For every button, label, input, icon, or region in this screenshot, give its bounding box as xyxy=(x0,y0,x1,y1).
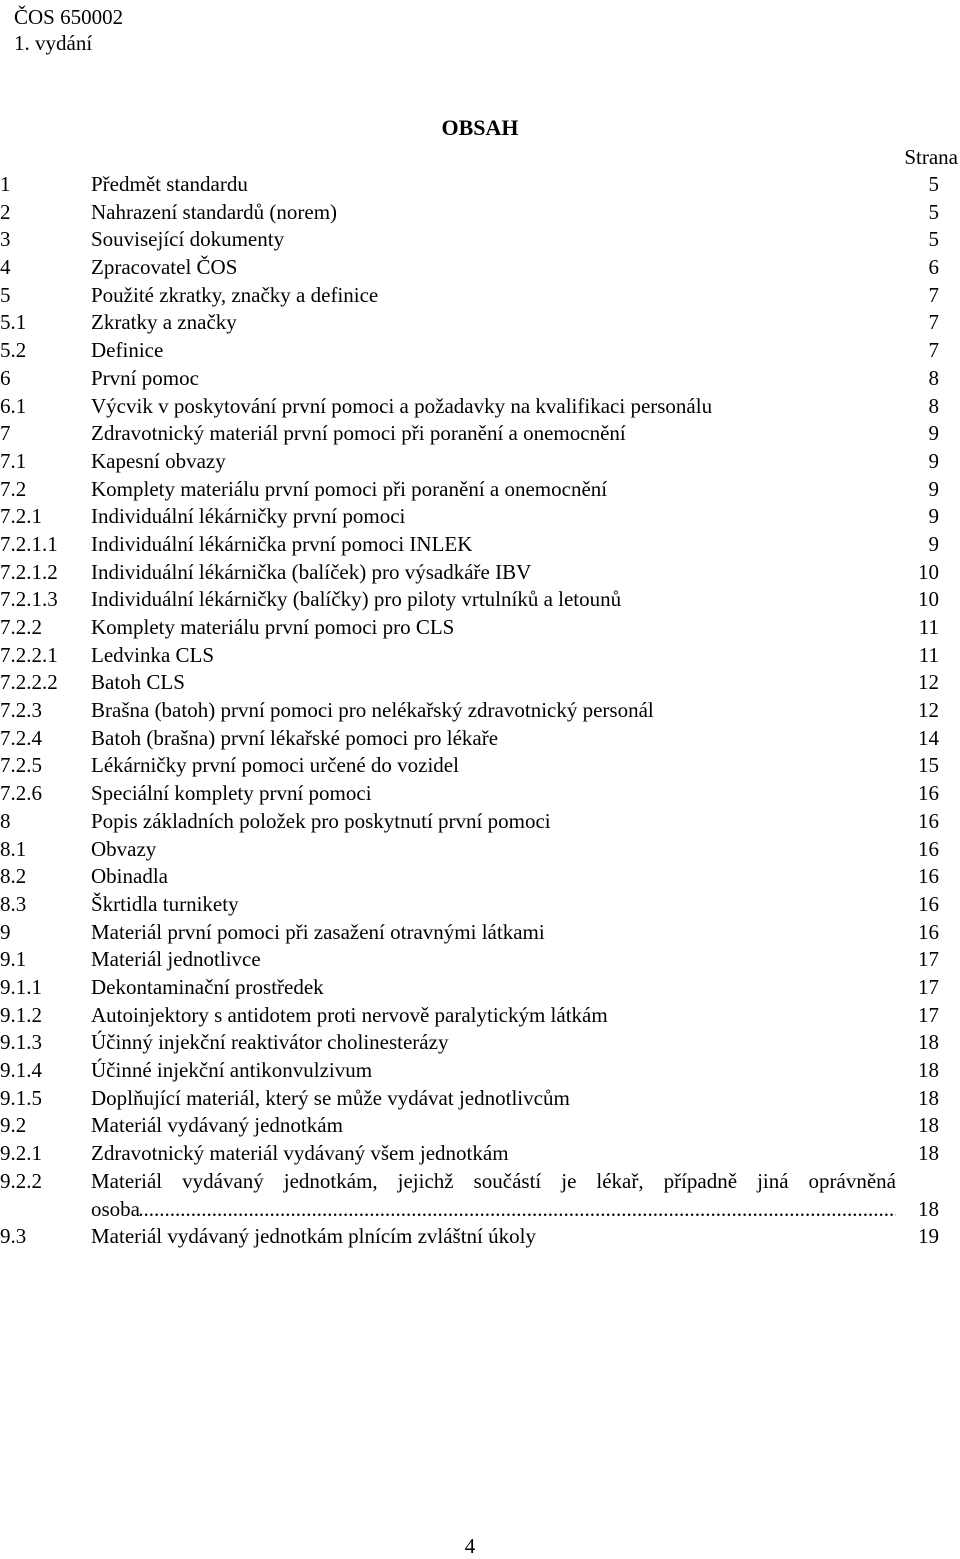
toc-entry-title xyxy=(91,364,896,392)
toc-entry-title-text: Ledvinka CLS xyxy=(91,642,215,667)
toc-entry-number: 7.1 xyxy=(0,448,27,473)
toc-entry-page: 18 xyxy=(918,1196,939,1221)
toc-entry[interactable] xyxy=(0,447,960,475)
toc-entry[interactable] xyxy=(0,641,960,669)
toc-entry-page: 7 xyxy=(928,338,939,363)
toc-entry-number: 7.2.2.2 xyxy=(0,670,58,695)
toc-entry-number: 9.2.1 xyxy=(0,1141,42,1166)
toc-entry-title xyxy=(91,170,896,198)
toc-entry-number: 5 xyxy=(0,282,11,307)
toc-entry-title-text: Nahrazení standardů (norem) xyxy=(91,199,338,224)
toc-entry-title xyxy=(91,558,896,586)
toc-entry-page: 16 xyxy=(918,864,939,889)
toc-entry[interactable] xyxy=(0,392,960,420)
toc-entry[interactable] xyxy=(0,585,960,613)
toc-entry-title xyxy=(91,918,896,946)
toc-entry-title xyxy=(91,1001,896,1029)
toc-entry-number: 9.1.5 xyxy=(0,1085,42,1110)
toc-entry-number: 9.1.3 xyxy=(0,1030,42,1055)
toc-entry-number: 8.3 xyxy=(0,891,27,916)
toc-entry-number: 5.2 xyxy=(0,338,27,363)
toc-entry-number: 7.2.6 xyxy=(0,781,42,806)
toc-entry-number: 7.2.3 xyxy=(0,698,42,723)
toc-entry-page: 18 xyxy=(918,1030,939,1055)
toc-entry-page: 17 xyxy=(918,974,939,999)
toc-entry[interactable] xyxy=(0,558,960,586)
toc-entry-title xyxy=(91,1111,896,1139)
toc-entry-title-text: osoba xyxy=(91,1196,140,1221)
toc-entry-number: 9.3 xyxy=(0,1224,27,1249)
toc-entry-title-text: Materiál jednotlivce xyxy=(91,947,261,972)
toc-page-column-label: Strana xyxy=(904,145,958,169)
toc-entry-number: 7.2.2 xyxy=(0,615,42,639)
toc-entry-number: 9.2.2 xyxy=(0,1168,42,1193)
toc-entry-title xyxy=(91,696,896,724)
toc-entry[interactable] xyxy=(0,835,960,863)
table-of-contents xyxy=(0,170,960,1250)
toc-entry[interactable] xyxy=(0,1056,960,1084)
toc-entry-number: 4 xyxy=(0,255,11,280)
toc-entry-page: 16 xyxy=(918,836,939,861)
toc-entry-title-text: Účinné injekční antikonvulzivum xyxy=(91,1058,373,1082)
toc-entry-title-text: Individuální lékárničky první pomoci xyxy=(91,504,406,529)
toc-entry-page: 9 xyxy=(928,476,939,501)
toc-entry-title-text: Individuální lékárničky (balíčky) pro piloty vrtulníků a letounů xyxy=(91,587,622,612)
toc-entry-title-text: Popis základních položek pro poskytnutí první pomoci xyxy=(91,808,551,833)
toc-entry[interactable] xyxy=(0,668,960,696)
toc-entry-title xyxy=(91,1084,896,1112)
toc-entry[interactable] xyxy=(0,1001,960,1029)
toc-entry-page: 18 xyxy=(918,1058,939,1082)
toc-entry[interactable] xyxy=(0,225,960,253)
toc-entry[interactable] xyxy=(0,336,960,364)
toc-entry-title xyxy=(91,724,896,752)
toc-entry-title xyxy=(91,1167,896,1223)
toc-entry-number: 7.2.2.1 xyxy=(0,642,58,667)
toc-entry-title xyxy=(91,945,896,973)
toc-heading: OBSAH xyxy=(441,115,519,140)
toc-entry[interactable] xyxy=(0,890,960,918)
toc-entry[interactable] xyxy=(0,419,960,447)
toc-entry-title-text: Obinadla xyxy=(91,864,168,889)
toc-entry[interactable] xyxy=(0,696,960,724)
toc-entry-title xyxy=(91,751,896,779)
toc-entry-number: 8 xyxy=(0,808,11,833)
toc-entry-title xyxy=(91,862,896,890)
toc-entry[interactable] xyxy=(0,862,960,890)
toc-entry-page: 19 xyxy=(918,1224,939,1249)
toc-entry-title xyxy=(91,225,896,253)
toc-entry-page: 12 xyxy=(918,698,939,723)
toc-entry-number: 7.2 xyxy=(0,476,27,501)
toc-entry-title-text: Materiál vydávaný jednotkám xyxy=(91,1113,343,1138)
toc-entry[interactable] xyxy=(0,198,960,226)
toc-entry-page: 10 xyxy=(918,587,939,612)
toc-entry-page: 17 xyxy=(918,1002,939,1027)
toc-entry-title-line xyxy=(91,1195,896,1223)
toc-entry-page: 7 xyxy=(928,282,939,307)
toc-entry-title-text: Obvazy xyxy=(91,836,157,861)
toc-entry[interactable] xyxy=(0,502,960,530)
toc-entry-number: 7.2.4 xyxy=(0,725,42,750)
toc-entry-page: 9 xyxy=(928,531,939,556)
toc-entry-number: 6 xyxy=(0,365,11,390)
toc-entry-title xyxy=(91,281,896,309)
toc-entry-title xyxy=(91,447,896,475)
toc-entry-title xyxy=(91,475,896,503)
toc-entry[interactable] xyxy=(0,364,960,392)
toc-entry-page: 8 xyxy=(928,365,939,390)
toc-entry-title xyxy=(91,336,896,364)
toc-entry-title-text: Batoh (brašna) první lékařské pomoci pro lékaře xyxy=(91,725,499,750)
toc-entry[interactable] xyxy=(0,308,960,336)
toc-entry-title-text: Speciální komplety první pomoci xyxy=(91,781,372,806)
toc-entry[interactable] xyxy=(0,281,960,309)
toc-entry[interactable] xyxy=(0,945,960,973)
toc-entry-page: 5 xyxy=(928,172,939,196)
toc-entry-title-text: Batoh CLS xyxy=(91,670,185,695)
toc-entry-number: 9.1 xyxy=(0,947,27,972)
toc-entry-title-text: Materiál vydávaný jednotkám plnícím zvláštní úkoly xyxy=(91,1224,536,1249)
toc-entry-number: 6.1 xyxy=(0,393,27,418)
toc-entry[interactable] xyxy=(0,613,960,641)
toc-entry-number: 7 xyxy=(0,421,11,446)
toc-entry-title-line: Materiál vydávaný jednotkám, jejichž součástí je lékař, případně jiná oprávněná xyxy=(91,1168,896,1193)
toc-entry-title xyxy=(91,973,896,1001)
toc-entry-title xyxy=(91,530,896,558)
toc-entry[interactable] xyxy=(0,1222,960,1250)
toc-entry-title-text: Doplňující materiál, který se může vydávat jednotlivcům xyxy=(91,1085,570,1110)
toc-entry-title xyxy=(91,198,896,226)
toc-entry-number: 9 xyxy=(0,919,11,944)
toc-entry-page: 9 xyxy=(928,448,939,473)
toc-entry-title-text: Kapesní obvazy xyxy=(91,448,226,473)
toc-entry-title xyxy=(91,1222,896,1250)
toc-entry[interactable] xyxy=(0,170,960,198)
toc-entry-title xyxy=(91,419,896,447)
toc-entry-page: 9 xyxy=(928,421,939,446)
toc-entry[interactable] xyxy=(0,751,960,779)
page-number: 4 xyxy=(464,1534,476,1558)
toc-entry-page: 18 xyxy=(918,1085,939,1110)
toc-entry[interactable] xyxy=(0,918,960,946)
toc-entry-title-text: Dekontaminační prostředek xyxy=(91,974,324,999)
toc-entry[interactable] xyxy=(0,1028,960,1056)
toc-entry-title xyxy=(91,308,896,336)
toc-entry-title-text: Komplety materiálu první pomoci pro CLS xyxy=(91,615,455,639)
toc-entry-number: 7.2.5 xyxy=(0,753,42,778)
toc-entry-number: 2 xyxy=(0,199,11,224)
toc-entry-number: 7.2.1.2 xyxy=(0,559,58,584)
toc-entry-title xyxy=(91,641,896,669)
toc-entry[interactable] xyxy=(0,807,960,835)
toc-entry-title-text: Definice xyxy=(91,338,164,363)
toc-entry-page: 11 xyxy=(918,615,939,639)
toc-entry-number: 5.1 xyxy=(0,310,27,335)
toc-entry-title-text: První pomoc xyxy=(91,365,199,390)
toc-entry-page: 12 xyxy=(918,670,939,695)
toc-entry-title-text: Použité zkratky, značky a definice xyxy=(91,282,379,307)
toc-entry-number: 9.1.4 xyxy=(0,1058,42,1082)
toc-entry[interactable] xyxy=(0,1139,960,1167)
toc-entry[interactable] xyxy=(0,530,960,558)
toc-entry-number: 9.1.2 xyxy=(0,1002,42,1027)
toc-entry-page: 5 xyxy=(928,199,939,224)
toc-entry-page: 18 xyxy=(918,1113,939,1138)
toc-entry-title xyxy=(91,1139,896,1167)
toc-entry[interactable] xyxy=(0,973,960,1001)
toc-entry-number: 7.2.1 xyxy=(0,504,42,529)
document-code: ČOS 650002 xyxy=(14,5,124,29)
toc-entry-number: 9.2 xyxy=(0,1113,27,1138)
toc-entry-number: 9.1.1 xyxy=(0,974,42,999)
toc-entry-number: 7.2.1.3 xyxy=(0,587,58,612)
document-edition: 1. vydání xyxy=(14,31,93,55)
toc-entry-page: 11 xyxy=(918,642,939,667)
toc-entry-title xyxy=(91,890,896,918)
toc-entry-title-text: Výcvik v poskytování první pomoci a požadavky na kvalifikaci personálu xyxy=(91,393,713,418)
toc-entry-page: 8 xyxy=(928,393,939,418)
toc-entry-number: 7.2.1.1 xyxy=(0,531,58,556)
toc-entry[interactable] xyxy=(0,1167,960,1222)
toc-entry-title xyxy=(91,1056,896,1084)
toc-entry[interactable] xyxy=(0,1084,960,1112)
toc-entry-title xyxy=(91,502,896,530)
toc-entry-title-text: Brašna (batoh) první pomoci pro nelékařský zdravotnický personál xyxy=(91,698,654,723)
toc-entry-page: 6 xyxy=(928,255,939,280)
toc-entry-title xyxy=(91,613,896,641)
toc-entry-page: 15 xyxy=(918,753,939,778)
toc-entry-page: 16 xyxy=(918,808,939,833)
toc-entry-page: 18 xyxy=(918,1141,939,1166)
toc-entry-number: 1 xyxy=(0,172,11,196)
toc-entry-title-text: Lékárničky první pomoci určené do vozidel xyxy=(91,753,459,778)
toc-entry-title xyxy=(91,668,896,696)
toc-entry-number: 8.1 xyxy=(0,836,27,861)
toc-entry-title-text: Předmět standardu xyxy=(91,172,248,196)
toc-entry-title xyxy=(91,835,896,863)
toc-entry[interactable] xyxy=(0,724,960,752)
toc-entry-page: 7 xyxy=(928,310,939,335)
toc-entry-title-text: Individuální lékárnička (balíček) pro výsadkáře IBV xyxy=(91,559,532,584)
toc-entry-title-text: Komplety materiálu první pomoci při poranění a onemocnění xyxy=(91,476,608,501)
toc-entry-page: 10 xyxy=(918,559,939,584)
toc-entry-page: 5 xyxy=(928,227,939,252)
toc-entry-number: 3 xyxy=(0,227,11,252)
toc-entry-page: 16 xyxy=(918,919,939,944)
toc-entry-title-text: Zdravotnický materiál první pomoci při poranění a onemocnění xyxy=(91,421,626,446)
toc-entry-title xyxy=(91,1028,896,1056)
toc-entry-title-text: Autoinjektory s antidotem proti nervově paralytickým látkám xyxy=(91,1002,608,1027)
toc-entry-title-text: Materiál první pomoci při zasažení otravnými látkami xyxy=(91,919,545,944)
toc-entry-title-text: Účinný injekční reaktivátor cholinesterázy xyxy=(91,1030,449,1055)
toc-entry[interactable] xyxy=(0,1111,960,1139)
toc-entry-title xyxy=(91,807,896,835)
toc-entry-title-text: Související dokumenty xyxy=(91,227,285,252)
toc-entry-page: 14 xyxy=(918,725,939,750)
toc-entry-title-text: Škrtidla turnikety xyxy=(91,891,239,916)
toc-entry-page: 9 xyxy=(928,504,939,529)
toc-entry-title-text: Individuální lékárnička první pomoci INLEK xyxy=(91,531,473,556)
toc-entry-title-text: Zdravotnický materiál vydávaný všem jednotkám xyxy=(91,1141,509,1166)
toc-entry-page: 17 xyxy=(918,947,939,972)
toc-entry-title-text: Zpracovatel ČOS xyxy=(91,255,238,280)
toc-entry[interactable] xyxy=(0,475,960,503)
toc-entry-title xyxy=(91,392,896,420)
toc-entry-title xyxy=(91,585,896,613)
toc-entry-number: 8.2 xyxy=(0,864,27,889)
toc-entry-page: 16 xyxy=(918,781,939,806)
toc-entry-title xyxy=(91,779,896,807)
toc-entry[interactable] xyxy=(0,779,960,807)
toc-entry-title-text: Zkratky a značky xyxy=(91,310,237,335)
toc-entry[interactable] xyxy=(0,253,960,281)
toc-entry-title xyxy=(91,253,896,281)
toc-entry-page: 16 xyxy=(918,891,939,916)
